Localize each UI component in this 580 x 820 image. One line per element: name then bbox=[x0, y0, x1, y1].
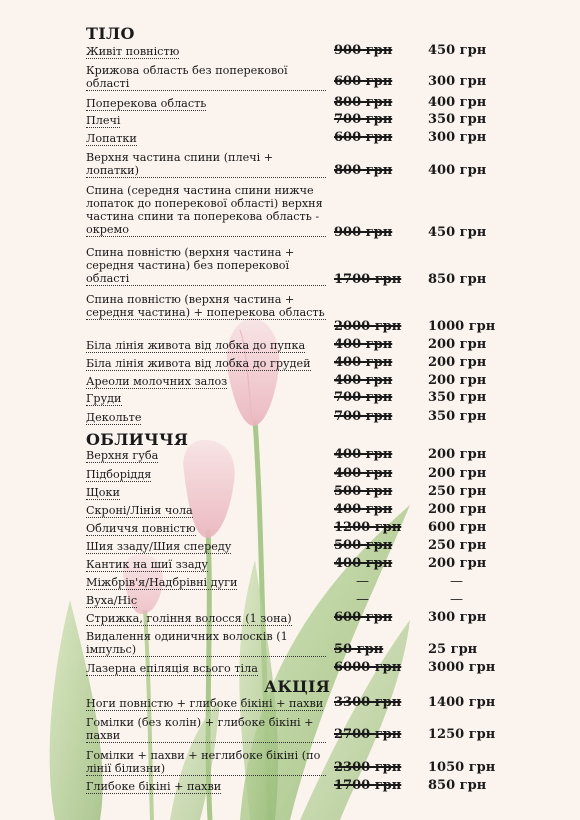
item-label: Гомілки + пахви + неглибоке бікіні (по лінії білизни) bbox=[86, 749, 326, 776]
body-item-name bbox=[86, 246, 326, 286]
section-title-body: ТІЛО bbox=[86, 24, 135, 43]
new-price: — bbox=[450, 592, 463, 607]
item-label: Спина повністю (верхня частина + середня частина) без поперекової області bbox=[86, 246, 326, 286]
new-price: 400 грн bbox=[428, 95, 487, 110]
new-price: 3000 грн bbox=[428, 660, 496, 675]
body-item-name bbox=[86, 97, 326, 111]
old-price: 700 грн bbox=[334, 390, 393, 405]
new-price: 350 грн bbox=[428, 409, 487, 424]
old-price: 400 грн bbox=[334, 373, 393, 388]
old-price: 2000 грн bbox=[334, 319, 402, 334]
old-price: 600 грн bbox=[334, 130, 393, 145]
face-item-name bbox=[86, 540, 326, 554]
item-label: Шия ззаду/Шия спереду bbox=[86, 540, 232, 553]
body-item-name bbox=[86, 357, 326, 371]
old-price: 50 грн bbox=[334, 642, 384, 657]
new-price: — bbox=[450, 574, 463, 589]
face-item-name bbox=[86, 612, 326, 626]
item-label: Лопатки bbox=[86, 132, 137, 145]
face-item-name bbox=[86, 449, 326, 463]
old-price: 700 грн bbox=[334, 112, 393, 127]
old-price: 500 грн bbox=[334, 484, 393, 499]
body-item-name bbox=[86, 151, 326, 178]
old-price: 2300 грн bbox=[334, 760, 402, 775]
body-item-name bbox=[86, 132, 326, 146]
body-item-name bbox=[86, 184, 326, 237]
body-item-name bbox=[86, 64, 326, 91]
old-price: 400 грн bbox=[334, 556, 393, 571]
face-item-name bbox=[86, 486, 326, 500]
promo-item-name bbox=[86, 716, 326, 743]
face-item-name bbox=[86, 594, 326, 608]
item-label: Підборіддя bbox=[86, 468, 152, 481]
new-price: 350 грн bbox=[428, 112, 487, 127]
new-price: 350 грн bbox=[428, 390, 487, 405]
item-label: Гомілки (без колін) + глибоке бікіні + пахви bbox=[86, 716, 326, 743]
old-price: 600 грн bbox=[334, 610, 393, 625]
old-price: 2700 грн bbox=[334, 727, 402, 742]
new-price: 300 грн bbox=[428, 130, 487, 145]
old-price: 3300 грн bbox=[334, 695, 402, 710]
body-item-name bbox=[86, 392, 326, 406]
old-price: 900 грн bbox=[334, 43, 393, 58]
section-title-promo: АКЦІЯ bbox=[264, 677, 331, 696]
item-label: Лазерна епіляція всього тіла bbox=[86, 662, 258, 675]
face-item-name bbox=[86, 662, 326, 676]
new-price: 400 грн bbox=[428, 163, 487, 178]
new-price: 200 грн bbox=[428, 373, 487, 388]
old-price: 1700 грн bbox=[334, 778, 402, 793]
item-label: Кантик на шиї ззаду bbox=[86, 558, 208, 571]
new-price: 300 грн bbox=[428, 610, 487, 625]
body-item-name bbox=[86, 293, 326, 320]
old-price: 1200 грн bbox=[334, 520, 402, 535]
face-item-name bbox=[86, 468, 326, 482]
face-item-name bbox=[86, 522, 326, 536]
item-label: Декольте bbox=[86, 411, 142, 424]
new-price: 1050 грн bbox=[428, 760, 496, 775]
old-price: 600 грн bbox=[334, 74, 393, 89]
body-item-name bbox=[86, 114, 326, 128]
old-price: 400 грн bbox=[334, 447, 393, 462]
old-price: 1700 грн bbox=[334, 272, 402, 287]
new-price: 200 грн bbox=[428, 337, 487, 352]
new-price: 1250 грн bbox=[428, 727, 496, 742]
new-price: 1000 грн bbox=[428, 319, 496, 334]
item-label: Спина повністю (верхня частина + середня частина) + поперекова область bbox=[86, 293, 325, 319]
promo-item-name bbox=[86, 697, 326, 711]
new-price: 450 грн bbox=[428, 43, 487, 58]
new-price: 600 грн bbox=[428, 520, 487, 535]
item-label: Ареоли молочних залоз bbox=[86, 375, 228, 388]
body-item-name bbox=[86, 45, 326, 59]
item-label: Скроні/Лінія чола bbox=[86, 504, 193, 517]
new-price: 850 грн bbox=[428, 778, 487, 793]
old-price: 800 грн bbox=[334, 95, 393, 110]
item-label: Стрижка, гоління волосся (1 зона) bbox=[86, 612, 292, 625]
new-price: 200 грн bbox=[428, 466, 487, 481]
item-label: Біла лінія живота від лобка до грудей bbox=[86, 357, 311, 370]
new-price: 300 грн bbox=[428, 74, 487, 89]
old-price: 900 грн bbox=[334, 225, 393, 240]
old-price: 400 грн bbox=[334, 466, 393, 481]
face-item-name bbox=[86, 576, 326, 590]
new-price: 450 грн bbox=[428, 225, 487, 240]
face-item-name bbox=[86, 630, 326, 657]
promo-item-name bbox=[86, 780, 326, 794]
item-label: Груди bbox=[86, 392, 122, 405]
body-item-name bbox=[86, 411, 326, 425]
old-price: 400 грн bbox=[334, 502, 393, 517]
item-label: Щоки bbox=[86, 486, 120, 499]
new-price: 250 грн bbox=[428, 484, 487, 499]
old-price: 400 грн bbox=[334, 337, 393, 352]
item-label: Верхня частина спини (плечі + лопатки) bbox=[86, 151, 326, 178]
item-label: Глибоке бікіні + пахви bbox=[86, 780, 222, 793]
item-label: Плечі bbox=[86, 114, 121, 127]
item-label: Крижова область без поперекової області bbox=[86, 64, 326, 91]
item-label: Спина (середня частина спини нижче лопаток до поперекової області) верхня частина спини та поперекова область - окремо bbox=[86, 184, 326, 237]
promo-item-name bbox=[86, 749, 326, 776]
body-item-name bbox=[86, 375, 326, 389]
old-price: 400 грн bbox=[334, 355, 393, 370]
new-price: 200 грн bbox=[428, 502, 487, 517]
face-item-name bbox=[86, 504, 326, 518]
new-price: 25 грн bbox=[428, 642, 478, 657]
new-price: 250 грн bbox=[428, 538, 487, 553]
new-price: 200 грн bbox=[428, 355, 487, 370]
body-item-name bbox=[86, 339, 326, 353]
new-price: 200 грн bbox=[428, 447, 487, 462]
new-price: 1400 грн bbox=[428, 695, 496, 710]
new-price: 850 грн bbox=[428, 272, 487, 287]
item-label: Видалення одиничних волосків (1 імпульс) bbox=[86, 630, 326, 657]
section-title-face: ОБЛИЧЧЯ bbox=[86, 430, 189, 449]
old-price: — bbox=[356, 592, 369, 607]
item-label: Верхня губа bbox=[86, 449, 159, 462]
item-label: Обличчя повністю bbox=[86, 522, 196, 535]
item-label: Біла лінія живота від лобка до пупка bbox=[86, 339, 306, 352]
old-price: — bbox=[356, 574, 369, 589]
face-item-name bbox=[86, 558, 326, 572]
old-price: 6000 грн bbox=[334, 660, 402, 675]
item-label: Міжбрів'я/Надбрівні дуги bbox=[86, 576, 238, 589]
item-label: Поперекова область bbox=[86, 97, 207, 110]
new-price: 200 грн bbox=[428, 556, 487, 571]
item-label: Ноги повністю + глибоке бікіні + пахви bbox=[86, 697, 324, 710]
old-price: 800 грн bbox=[334, 163, 393, 178]
old-price: 700 грн bbox=[334, 409, 393, 424]
item-label: Живіт повністю bbox=[86, 45, 180, 58]
item-label: Вуха/Ніс bbox=[86, 594, 138, 607]
old-price: 500 грн bbox=[334, 538, 393, 553]
